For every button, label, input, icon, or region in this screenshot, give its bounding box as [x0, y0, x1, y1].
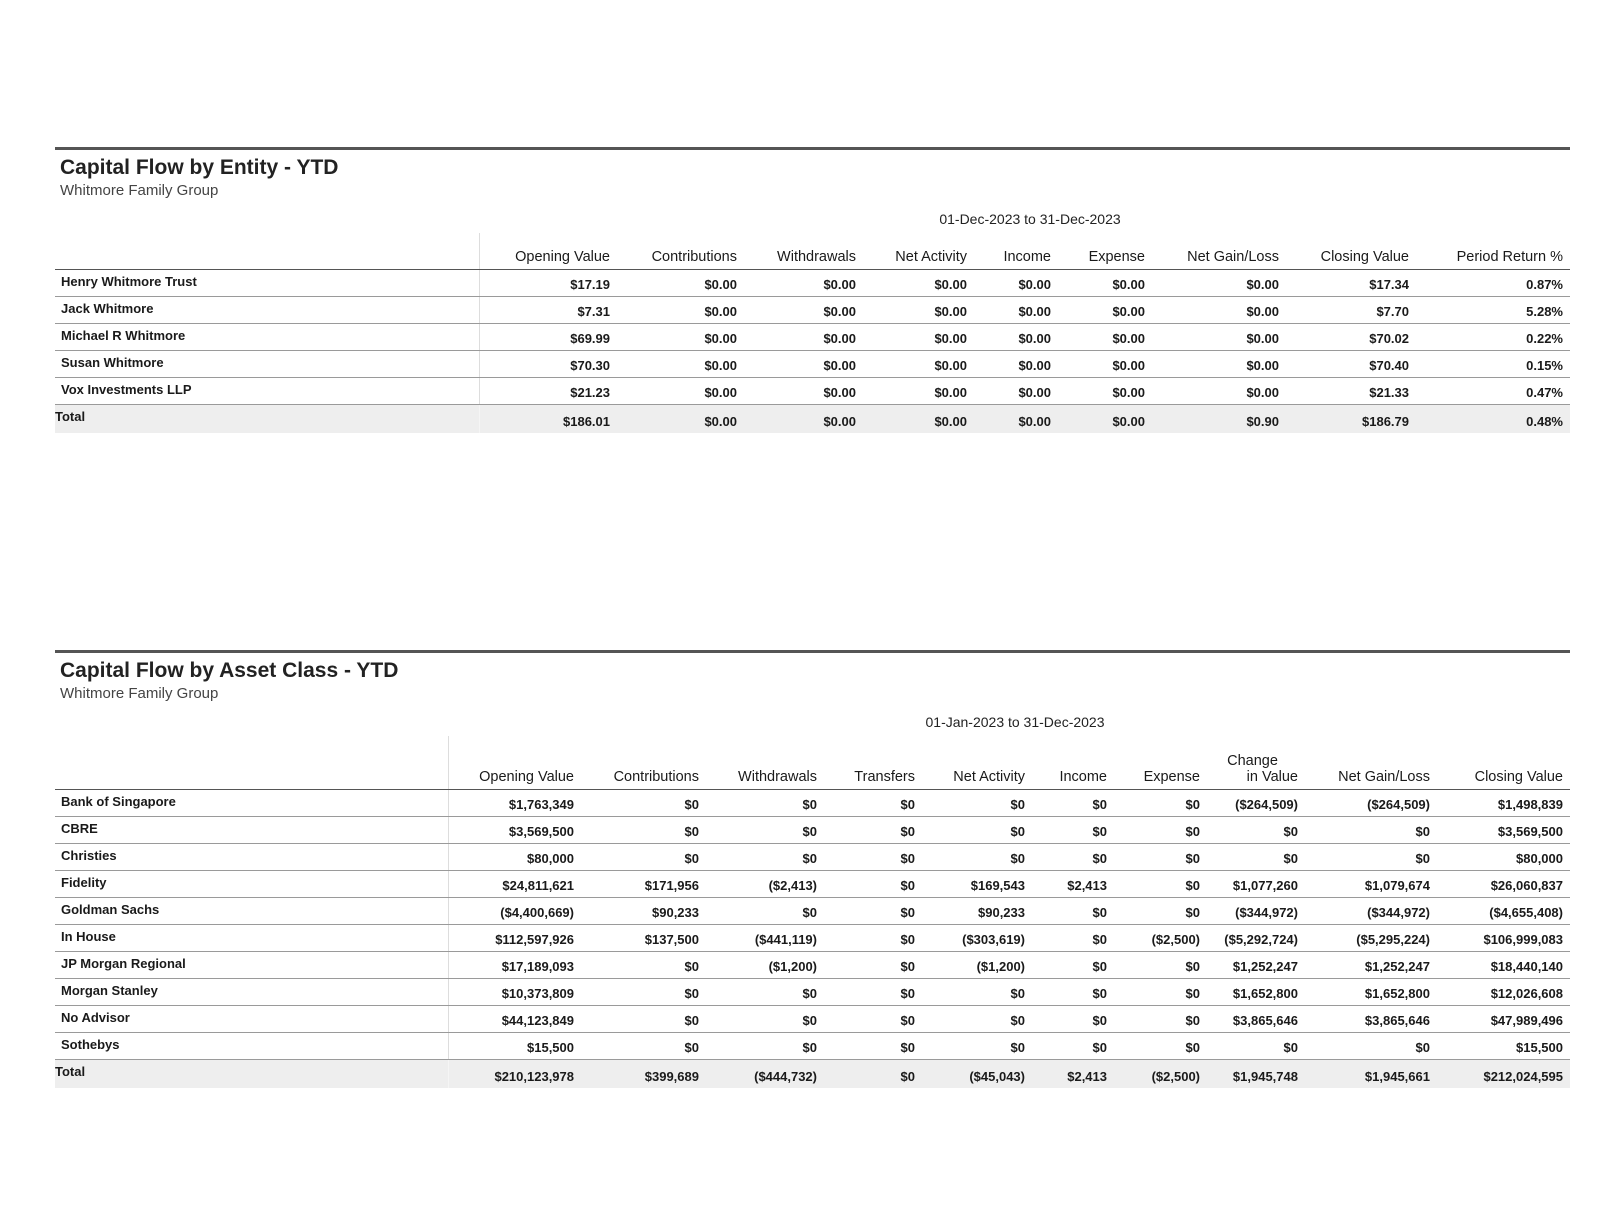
- table-cell: $0.00: [863, 269, 974, 296]
- row-label: Total: [55, 404, 479, 433]
- table-cell: ($4,400,669): [448, 897, 581, 924]
- table-cell: $69.99: [479, 323, 617, 350]
- row-label: Total: [55, 1059, 448, 1088]
- table-cell: $24,811,621: [448, 870, 581, 897]
- table-cell: $0.00: [974, 350, 1058, 377]
- table-cell: $0: [824, 870, 922, 897]
- row-label: Henry Whitmore Trust: [55, 269, 479, 296]
- table-cell: ($4,655,408): [1437, 897, 1570, 924]
- table-cell: $2,413: [1032, 870, 1114, 897]
- table-cell: ($5,292,724): [1207, 924, 1305, 951]
- table-header-row: [55, 736, 1570, 789]
- table-cell: $0.00: [617, 296, 744, 323]
- column-header: Net Activity: [863, 233, 974, 269]
- table-cell: $0.00: [617, 269, 744, 296]
- table-cell: ($264,509): [1207, 789, 1305, 816]
- table-cell: $0: [706, 1005, 824, 1032]
- report-title: Capital Flow by Entity - YTD: [60, 156, 339, 179]
- table-cell: ($1,200): [706, 951, 824, 978]
- table-cell: $0.00: [744, 350, 863, 377]
- table-cell: $0: [1207, 816, 1305, 843]
- table-cell: $17,189,093: [448, 951, 581, 978]
- table-cell: ($264,509): [1305, 789, 1437, 816]
- table-cell: $0: [824, 843, 922, 870]
- table-cell: ($2,500): [1114, 1059, 1207, 1088]
- table-cell: $137,500: [581, 924, 706, 951]
- table-row: [55, 269, 1570, 296]
- table-cell: $0: [1207, 1032, 1305, 1059]
- table-cell: $1,945,748: [1207, 1059, 1305, 1088]
- table-cell: $0.00: [1058, 269, 1152, 296]
- table-cell: $7.31: [479, 296, 617, 323]
- report-title: Capital Flow by Asset Class - YTD: [60, 659, 399, 682]
- table-cell: $0: [1032, 897, 1114, 924]
- table-cell: $17.34: [1286, 269, 1416, 296]
- table-cell: $3,865,646: [1207, 1005, 1305, 1032]
- table-cell: $0: [1114, 870, 1207, 897]
- table-cell: $0: [922, 843, 1032, 870]
- table-cell: $0.00: [974, 377, 1058, 404]
- table-row: [55, 1032, 1570, 1059]
- table-cell: $0: [824, 951, 922, 978]
- row-label: Goldman Sachs: [55, 897, 448, 924]
- table-cell: $0: [706, 789, 824, 816]
- table-cell: $0: [581, 978, 706, 1005]
- table-cell: $0: [824, 1059, 922, 1088]
- table-cell: $0: [581, 1005, 706, 1032]
- table-cell: $47,989,496: [1437, 1005, 1570, 1032]
- column-header: Opening Value: [448, 736, 581, 789]
- table-cell: $0: [706, 843, 824, 870]
- table-cell: $0.90: [1152, 404, 1286, 433]
- table-cell: $10,373,809: [448, 978, 581, 1005]
- table-row: [55, 951, 1570, 978]
- column-header-line: in Value: [1246, 768, 1298, 785]
- table-cell: $26,060,837: [1437, 870, 1570, 897]
- table-cell: $0: [706, 1032, 824, 1059]
- row-label: Sothebys: [55, 1032, 448, 1059]
- table-cell: $0.00: [974, 269, 1058, 296]
- table-row: [55, 377, 1570, 404]
- table-cell: $0.00: [744, 377, 863, 404]
- table-row: [55, 350, 1570, 377]
- table-row: [55, 323, 1570, 350]
- table-cell: $70.02: [1286, 323, 1416, 350]
- table-cell: $169,543: [922, 870, 1032, 897]
- table-row: [55, 978, 1570, 1005]
- table-cell: $1,652,800: [1207, 978, 1305, 1005]
- table-cell: $2,413: [1032, 1059, 1114, 1088]
- table-cell: $0: [1032, 816, 1114, 843]
- table-cell: $0: [824, 816, 922, 843]
- table-cell: $0: [706, 978, 824, 1005]
- table-cell: $12,026,608: [1437, 978, 1570, 1005]
- table-cell: $0: [824, 1032, 922, 1059]
- table-cell: ($1,200): [922, 951, 1032, 978]
- table-row: [55, 843, 1570, 870]
- column-header: Closing Value: [1286, 233, 1416, 269]
- table-cell: ($303,619): [922, 924, 1032, 951]
- table-cell: $1,652,800: [1305, 978, 1437, 1005]
- table-cell: $0.00: [1152, 350, 1286, 377]
- table-cell: $0: [1305, 843, 1437, 870]
- table-cell: $0: [1114, 816, 1207, 843]
- table-cell: $0: [824, 1005, 922, 1032]
- table-cell: $0: [824, 978, 922, 1005]
- table-cell: $0: [1032, 789, 1114, 816]
- table-cell: $0: [1114, 843, 1207, 870]
- table-cell: ($2,413): [706, 870, 824, 897]
- column-header: Net Gain/Loss: [1152, 233, 1286, 269]
- table-row: [55, 924, 1570, 951]
- column-header: Net Activity: [922, 736, 1032, 789]
- table-cell: $0: [1305, 816, 1437, 843]
- table-cell: $17.19: [479, 269, 617, 296]
- column-header: Contributions: [581, 736, 706, 789]
- table-cell: 0.22%: [1416, 323, 1570, 350]
- table-cell: $186.79: [1286, 404, 1416, 433]
- row-label: No Advisor: [55, 1005, 448, 1032]
- report-period: 01-Jan-2023 to 31-Dec-2023: [925, 714, 1105, 730]
- table-cell: 0.48%: [1416, 404, 1570, 433]
- table-cell: $0.00: [863, 377, 974, 404]
- entity-report-section: [55, 147, 1570, 429]
- table-cell: $0.00: [863, 323, 974, 350]
- table-cell: $7.70: [1286, 296, 1416, 323]
- table-cell: $0: [1114, 1005, 1207, 1032]
- table-cell: $0.00: [863, 404, 974, 433]
- table-header-row: [55, 233, 1570, 269]
- row-label: Morgan Stanley: [55, 978, 448, 1005]
- table-cell: $0: [1114, 978, 1207, 1005]
- table-cell: $90,233: [922, 897, 1032, 924]
- table-cell: 0.47%: [1416, 377, 1570, 404]
- table-cell: $0.00: [744, 296, 863, 323]
- section-divider: [55, 650, 1570, 653]
- report-subtitle: Whitmore Family Group: [60, 182, 219, 199]
- table-cell: $3,569,500: [1437, 816, 1570, 843]
- table-cell: $186.01: [479, 404, 617, 433]
- column-header: Income: [1032, 736, 1114, 789]
- table-cell: $0: [922, 816, 1032, 843]
- table-cell: $0: [1032, 951, 1114, 978]
- total-row: [55, 404, 1570, 433]
- table-cell: $70.30: [479, 350, 617, 377]
- table-cell: $0.00: [617, 377, 744, 404]
- table-cell: $0.00: [1152, 377, 1286, 404]
- table-cell: $0.00: [1152, 323, 1286, 350]
- table-row: [55, 1005, 1570, 1032]
- table-cell: $0.00: [974, 404, 1058, 433]
- table-cell: $0: [922, 789, 1032, 816]
- column-header: Net Gain/Loss: [1305, 736, 1437, 789]
- table-cell: 0.87%: [1416, 269, 1570, 296]
- table-cell: $0.00: [1058, 404, 1152, 433]
- table-cell: $15,500: [1437, 1032, 1570, 1059]
- table-cell: $0: [1114, 951, 1207, 978]
- column-header-change-in-value: [1207, 736, 1305, 789]
- total-row: [55, 1059, 1570, 1088]
- table-cell: $0: [706, 816, 824, 843]
- row-label: In House: [55, 924, 448, 951]
- table-cell: $0: [581, 816, 706, 843]
- table-row: [55, 897, 1570, 924]
- table-cell: $0: [824, 924, 922, 951]
- table-cell: $0: [1032, 1032, 1114, 1059]
- table-cell: $0: [1114, 789, 1207, 816]
- table-cell: $210,123,978: [448, 1059, 581, 1088]
- table-cell: $70.40: [1286, 350, 1416, 377]
- table-cell: $1,763,349: [448, 789, 581, 816]
- table-cell: $0.00: [1058, 323, 1152, 350]
- table-cell: $212,024,595: [1437, 1059, 1570, 1088]
- table-cell: $0: [1305, 1032, 1437, 1059]
- column-header: Expense: [1114, 736, 1207, 789]
- table-row: [55, 296, 1570, 323]
- table-cell: $0.00: [744, 404, 863, 433]
- table-cell: $1,079,674: [1305, 870, 1437, 897]
- row-label: Susan Whitmore: [55, 350, 479, 377]
- column-header: Contributions: [617, 233, 744, 269]
- table-row: [55, 789, 1570, 816]
- table-cell: $171,956: [581, 870, 706, 897]
- row-label: Fidelity: [55, 870, 448, 897]
- table-cell: ($5,295,224): [1305, 924, 1437, 951]
- table-cell: $90,233: [581, 897, 706, 924]
- table-cell: $0: [1114, 1032, 1207, 1059]
- table-cell: $44,123,849: [448, 1005, 581, 1032]
- report-subtitle: Whitmore Family Group: [60, 685, 219, 702]
- table-cell: $0: [581, 951, 706, 978]
- table-cell: $0: [706, 897, 824, 924]
- table-cell: $3,865,646: [1305, 1005, 1437, 1032]
- table-cell: $1,498,839: [1437, 789, 1570, 816]
- table-cell: $80,000: [1437, 843, 1570, 870]
- entity-table: [55, 233, 1570, 433]
- asset-report-section: [55, 650, 1570, 1084]
- column-header: Withdrawals: [706, 736, 824, 789]
- table-row: [55, 816, 1570, 843]
- table-cell: $1,945,661: [1305, 1059, 1437, 1088]
- row-label: Michael R Whitmore: [55, 323, 479, 350]
- table-cell: $0: [581, 1032, 706, 1059]
- table-cell: $3,569,500: [448, 816, 581, 843]
- table-cell: $0: [1032, 924, 1114, 951]
- table-cell: $21.23: [479, 377, 617, 404]
- table-cell: $0.00: [617, 404, 744, 433]
- table-cell: $1,252,247: [1207, 951, 1305, 978]
- header-name: [55, 233, 479, 269]
- table-cell: 0.15%: [1416, 350, 1570, 377]
- table-cell: $0: [922, 1005, 1032, 1032]
- row-label: Jack Whitmore: [55, 296, 479, 323]
- section-divider: [55, 147, 1570, 150]
- table-cell: $0.00: [974, 323, 1058, 350]
- table-cell: $0: [581, 843, 706, 870]
- column-header: Expense: [1058, 233, 1152, 269]
- table-cell: $0: [1207, 843, 1305, 870]
- table-cell: ($344,972): [1305, 897, 1437, 924]
- table-cell: $112,597,926: [448, 924, 581, 951]
- table-cell: $0.00: [1152, 296, 1286, 323]
- table-cell: $1,077,260: [1207, 870, 1305, 897]
- table-cell: $0.00: [744, 269, 863, 296]
- table-cell: $0.00: [863, 350, 974, 377]
- table-cell: 5.28%: [1416, 296, 1570, 323]
- table-cell: $21.33: [1286, 377, 1416, 404]
- table-cell: $0: [1032, 978, 1114, 1005]
- header-name: [55, 736, 448, 789]
- report-period: 01-Dec-2023 to 31-Dec-2023: [939, 211, 1121, 227]
- table-cell: $0.00: [1058, 350, 1152, 377]
- row-label: CBRE: [55, 816, 448, 843]
- asset-table: [55, 736, 1570, 1088]
- table-cell: $0: [824, 789, 922, 816]
- table-cell: $0.00: [863, 296, 974, 323]
- column-header: Opening Value: [479, 233, 617, 269]
- column-header: Income: [974, 233, 1058, 269]
- table-cell: ($444,732): [706, 1059, 824, 1088]
- table-cell: $0.00: [744, 323, 863, 350]
- column-header: Period Return %: [1416, 233, 1570, 269]
- table-cell: $80,000: [448, 843, 581, 870]
- table-cell: $0.00: [617, 323, 744, 350]
- table-cell: $0: [1032, 1005, 1114, 1032]
- table-cell: $0: [824, 897, 922, 924]
- table-cell: $0: [1032, 843, 1114, 870]
- table-cell: $399,689: [581, 1059, 706, 1088]
- table-cell: $0: [922, 1032, 1032, 1059]
- column-header: Withdrawals: [744, 233, 863, 269]
- row-label: Bank of Singapore: [55, 789, 448, 816]
- table-cell: $0.00: [1152, 269, 1286, 296]
- column-header: Transfers: [824, 736, 922, 789]
- row-label: Vox Investments LLP: [55, 377, 479, 404]
- table-cell: ($45,043): [922, 1059, 1032, 1088]
- table-cell: ($344,972): [1207, 897, 1305, 924]
- table-cell: $0: [1114, 897, 1207, 924]
- table-cell: $0.00: [617, 350, 744, 377]
- row-label: Christies: [55, 843, 448, 870]
- table-cell: $106,999,083: [1437, 924, 1570, 951]
- table-cell: $0.00: [1058, 296, 1152, 323]
- table-cell: $1,252,247: [1305, 951, 1437, 978]
- table-cell: ($2,500): [1114, 924, 1207, 951]
- table-cell: $0.00: [1058, 377, 1152, 404]
- table-cell: ($441,119): [706, 924, 824, 951]
- table-row: [55, 870, 1570, 897]
- column-header: Closing Value: [1437, 736, 1570, 789]
- table-cell: $0: [581, 789, 706, 816]
- row-label: JP Morgan Regional: [55, 951, 448, 978]
- table-cell: $0.00: [974, 296, 1058, 323]
- column-header-line: Change: [1227, 752, 1278, 769]
- table-cell: $0: [922, 978, 1032, 1005]
- table-cell: $15,500: [448, 1032, 581, 1059]
- table-cell: $18,440,140: [1437, 951, 1570, 978]
